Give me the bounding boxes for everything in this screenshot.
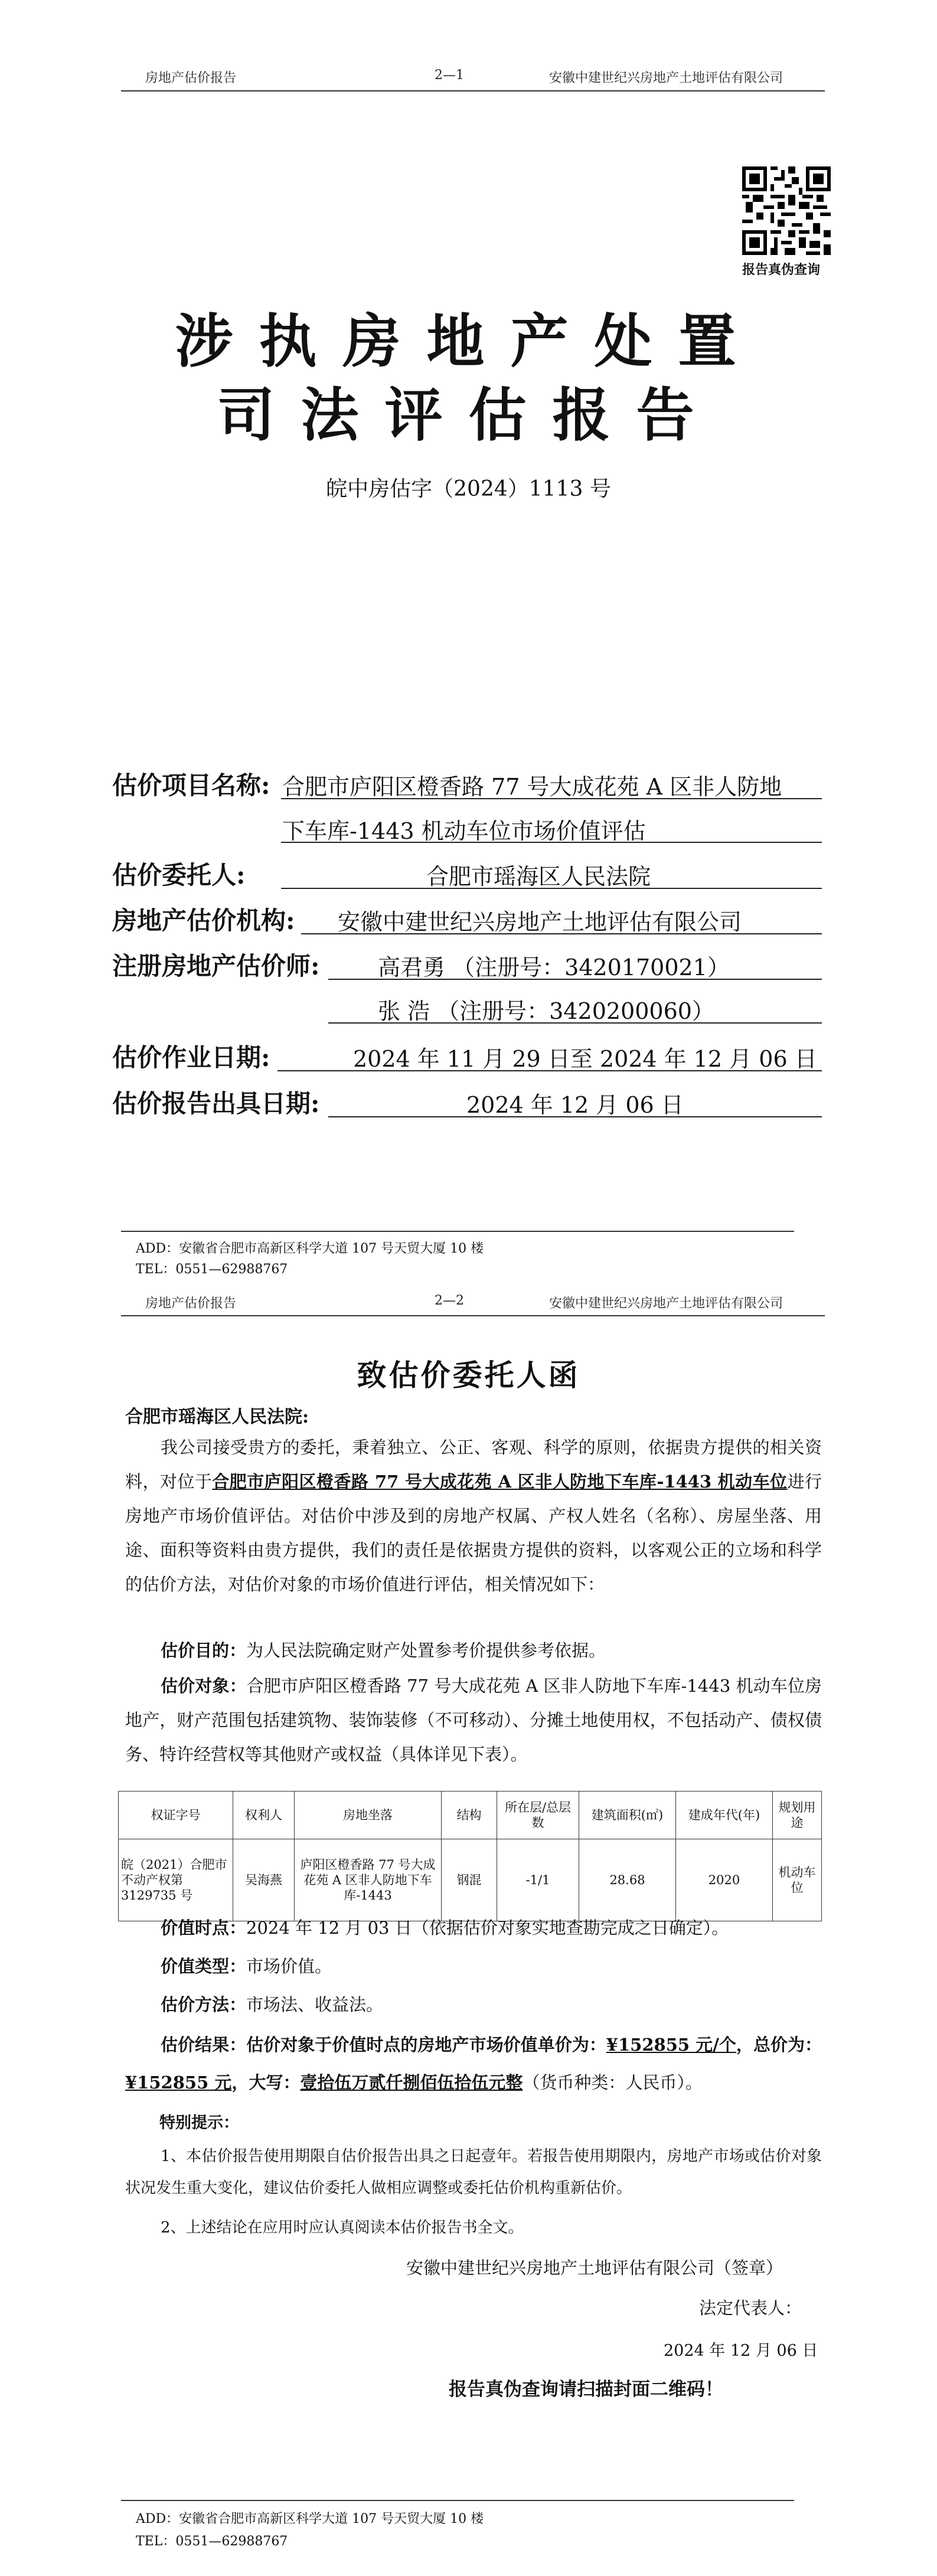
page2-footer-tel: TEL：0551—62988767 xyxy=(136,2534,288,2549)
result-total-caps: 壹拾伍万贰仟捌佰伍拾伍元整 xyxy=(300,2072,523,2093)
issue-date-label: 估价报告出具日期: xyxy=(112,1089,320,1118)
signature-date: 2024 年 12 月 06 日 xyxy=(664,2342,818,2360)
agency-underline xyxy=(301,933,822,934)
table-cell: 28.68 xyxy=(579,1839,676,1921)
table-header: 所在层/总层数 xyxy=(497,1792,579,1839)
project-name-value-1: 合肥市庐阳区橙香路 77 号大成花苑 A 区非人防地 xyxy=(282,774,782,800)
value-date-label: 价值时点： xyxy=(161,1918,247,1938)
page1-header-rule xyxy=(121,90,825,91)
client-underline xyxy=(281,888,822,889)
intro-subject: 合肥市庐阳区橙香路 77 号大成花苑 A 区非人防地下车库-1443 机动车位 xyxy=(212,1472,788,1492)
value-type-label: 价值类型： xyxy=(161,1956,247,1976)
table-cell: -1/1 xyxy=(497,1839,579,1921)
signature-representative: 法定代表人： xyxy=(699,2298,802,2318)
table-header: 建筑面积(㎡) xyxy=(579,1792,676,1839)
note-2: 2、上述结论在应用时应认真阅读本估价报告书全文。 xyxy=(161,2219,524,2237)
result-paragraph xyxy=(125,2026,822,2101)
value-type-text: 市场价值。 xyxy=(246,1956,332,1976)
table-header: 权利人 xyxy=(233,1792,295,1839)
verify-notice: 报告真伪查询请扫描封面二维码！ xyxy=(449,2379,723,2400)
value-type-paragraph xyxy=(125,1949,822,1983)
page1-header-center: 2—1 xyxy=(435,68,464,83)
appraiser-1-underline xyxy=(328,979,822,980)
page2-footer-rule xyxy=(121,2500,794,2501)
issue-date-underline xyxy=(328,1116,822,1117)
purpose-paragraph xyxy=(125,1633,822,1668)
property-table xyxy=(118,1791,822,1921)
result-text-b: ，总价为： xyxy=(736,2035,822,2055)
table-header: 权证字号 xyxy=(119,1792,233,1839)
qr-code-icon[interactable] xyxy=(742,166,831,255)
table-cell: 钢混 xyxy=(442,1839,497,1921)
object-label: 估价对象： xyxy=(161,1676,247,1696)
client-value: 合肥市瑶海区人民法院 xyxy=(426,864,651,890)
project-name-underline-1 xyxy=(281,798,822,799)
page2-header-left: 房地产估价报告 xyxy=(145,1296,237,1311)
project-name-underline-2 xyxy=(281,842,822,843)
notes-title: 特别提示： xyxy=(159,2114,239,2132)
result-total: ¥152855 元 xyxy=(125,2072,232,2093)
object-text: 合肥市庐阳区橙香路 77 号大成花苑 A 区非人防地下车库-1443 机动车位房地产，财产范围包括建筑物、装饰装修（不可移动）、分摊土地使用权，不包括动产、债权债务、特许经营权等其他财产或权益（具体详见下表）。 xyxy=(125,1676,822,1764)
table-header: 结构 xyxy=(442,1792,497,1839)
document-number: 皖中房估字（2024）1113 号 xyxy=(326,477,611,501)
agency-value: 安徽中建世纪兴房地产土地评估有限公司 xyxy=(338,909,742,935)
method-label: 估价方法： xyxy=(161,1995,247,2015)
page1-header-left: 房地产估价报告 xyxy=(145,71,237,86)
table-row xyxy=(119,1839,822,1921)
page1-footer-tel: TEL：0551—62988767 xyxy=(136,1262,288,1277)
appraiser-label: 注册房地产估价师: xyxy=(112,952,320,980)
value-date-paragraph xyxy=(125,1911,822,1945)
table-cell: 吴海燕 xyxy=(233,1839,295,1921)
project-name-value-2: 下车库-1443 机动车位市场价值评估 xyxy=(282,818,646,844)
intro-paragraph xyxy=(125,1430,822,1601)
page-separator xyxy=(0,1282,937,1288)
method-text: 市场法、收益法。 xyxy=(246,1995,384,2015)
work-date-underline xyxy=(277,1070,822,1071)
table-cell: 皖（2021）合肥市不动产权第 3129735 号 xyxy=(119,1839,233,1921)
note-1: 1、本估价报告使用期限自估价报告出具之日起壹年。若报告使用期限内，房地产市场或估价对象状况发生重大变化，建议估价委托人做相应调整或委托估价机构重新估价。 xyxy=(125,2147,822,2197)
result-text-c: ，大写： xyxy=(231,2072,301,2093)
table-header: 建成年代(年) xyxy=(676,1792,773,1839)
page2-header-rule xyxy=(121,1315,825,1316)
page1-footer-address: ADD：安徽省合肥市高新区科学大道 107 号天贸大厦 10 楼 xyxy=(136,1241,484,1256)
object-paragraph xyxy=(125,1669,822,1771)
page1-header-right: 安徽中建世纪兴房地产土地评估有限公司 xyxy=(549,71,783,86)
purpose-label: 估价目的： xyxy=(161,1640,247,1660)
appraiser-1-value: 高君勇 （注册号：3420170021） xyxy=(378,954,730,980)
appraiser-2-value: 张 浩 （注册号：3420200060） xyxy=(378,998,714,1024)
client-label: 估价委托人: xyxy=(112,861,246,890)
result-label: 估价结果： xyxy=(161,2035,247,2055)
issue-date-value: 2024 年 12 月 06 日 xyxy=(466,1092,684,1118)
result-text-d: （货币种类：人民币）。 xyxy=(523,2072,703,2093)
letter-title: 致估价委托人函 xyxy=(357,1358,580,1392)
intro-text-a: 我公司接受贵方的委托，秉着独立、公正、客观、科学的原则，依据贵方提供的相关资料，对位于 xyxy=(125,1437,822,1492)
page2-header-right: 安徽中建世纪兴房地产土地评估有限公司 xyxy=(549,1296,783,1311)
page1-footer-rule xyxy=(121,1231,794,1232)
table-cell: 2020 xyxy=(676,1839,773,1921)
result-text-a: 估价对象于价值时点的房地产市场价值单价为： xyxy=(246,2035,606,2055)
table-header: 规划用途 xyxy=(773,1792,822,1839)
agency-label: 房地产估价机构: xyxy=(112,906,295,935)
salutation: 合肥市瑶海区人民法院: xyxy=(125,1407,309,1427)
table-header-row xyxy=(119,1792,822,1839)
appraiser-2-underline xyxy=(328,1022,822,1024)
result-unit-price: ¥152855 元/个 xyxy=(606,2035,736,2055)
signature-company: 安徽中建世纪兴房地产土地评估有限公司（签章） xyxy=(406,2258,783,2278)
report-title-line2: 司法评估报告 xyxy=(217,381,720,449)
report-title-line1: 涉执房地产处置 xyxy=(175,308,762,375)
table-cell: 机动车位 xyxy=(773,1839,822,1921)
purpose-text: 为人民法院确定财产处置参考价提供参考依据。 xyxy=(246,1640,606,1660)
work-date-label: 估价作业日期: xyxy=(112,1043,270,1072)
page2-header-center: 2—2 xyxy=(435,1293,464,1308)
work-date-value: 2024 年 11 月 29 日至 2024 年 12 月 06 日 xyxy=(353,1046,817,1072)
page2-footer-address: ADD：安徽省合肥市高新区科学大道 107 号天贸大厦 10 楼 xyxy=(136,2512,484,2526)
table-header: 房地坐落 xyxy=(295,1792,442,1839)
project-name-label: 估价项目名称: xyxy=(112,771,270,800)
qr-caption: 报告真伪查询 xyxy=(742,262,821,277)
value-date-text: 2024 年 12 月 03 日（依据估价对象实地查勘完成之日确定）。 xyxy=(246,1918,729,1938)
table-cell: 庐阳区橙香路 77 号大成花苑 A 区非人防地下车库-1443 xyxy=(295,1839,442,1921)
intro-text-c: 进行房地产市场价值评估。对估价中涉及到的房地产权属、产权人姓名（名称）、房屋坐落、用途、面积等资料由贵方提供，我们的责任是依据贵方提供的资料，以客观公正的立场和科学的估价方法，对估价对象的市场价值进行评估，相关情况如下： xyxy=(125,1472,822,1594)
method-paragraph xyxy=(125,1987,822,2022)
